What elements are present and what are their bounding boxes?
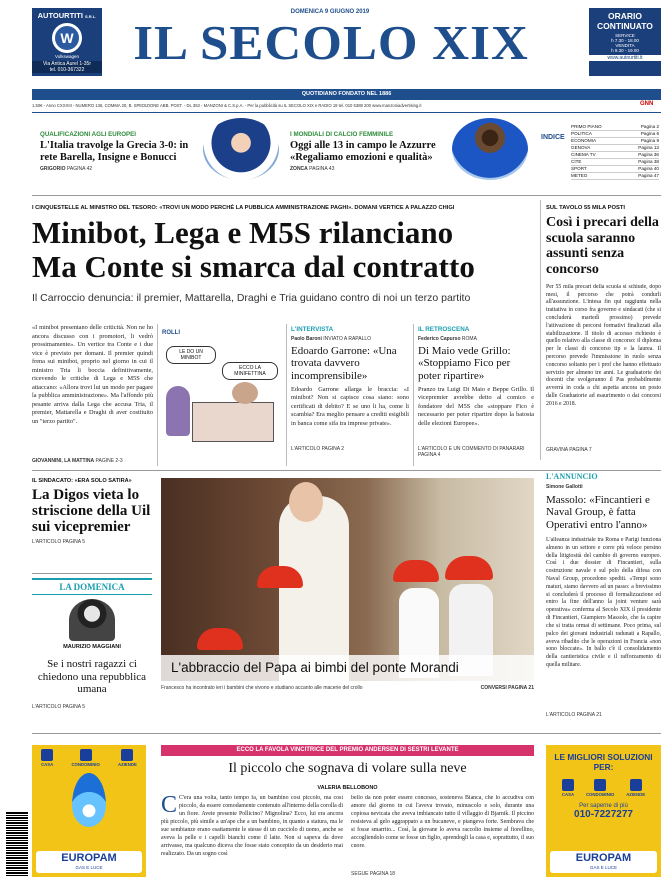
ad-service-label: CONDOMINIO <box>71 762 100 767</box>
index-row[interactable] <box>571 152 659 159</box>
ad-service <box>586 779 614 797</box>
index-page: Pagina 40 <box>638 166 659 171</box>
cartoon-bubble-1: LE DO UN MINIBOT <box>166 346 216 364</box>
retroscena-author: Federico Capurso <box>418 336 461 342</box>
scuola-page: GRAVINA PAGINA 7 <box>546 446 592 453</box>
index-row[interactable] <box>571 138 659 145</box>
building-icon <box>594 779 606 791</box>
retroscena-article[interactable] <box>418 326 534 458</box>
index-section: PRIMO PIANO <box>571 124 602 129</box>
domenica-title: Se i nostri ragazzi ci chiedono una repubblica umana <box>37 658 147 696</box>
ad-sub: Volkswagen <box>54 54 80 59</box>
index-row[interactable] <box>571 131 659 138</box>
retroscena-body: Pranzo tra Luigi Di Maio e Beppe Grillo. Il vicepremier avrebbe detto al comico e fondatore del M5S che «stoppare Fico è necessario per poter ripartire dopo la batosta delle elezioni Europee». <box>418 385 534 427</box>
ad-line3: VENDITA <box>615 43 635 48</box>
teaser-kicker: I MONDIALI DI CALCIO FEMMINILE <box>290 131 394 138</box>
index-row[interactable] <box>571 145 659 152</box>
ad-service <box>71 749 99 767</box>
ad-url: www.autourtiti.it <box>589 55 661 61</box>
teaser-photo-azzurre <box>452 118 528 180</box>
favola-banner: ECCO LA FAVOLA VINCITRICE DEL PREMIO ANDERSEN DI SESTRI LEVANTE <box>161 745 534 756</box>
index-label: INDICE <box>541 134 565 141</box>
ad-service-label: AZIENDE <box>118 762 137 767</box>
building-icon <box>41 749 53 761</box>
teaser-text: Oggi alle 13 in campo le Azzurre «Regaliamo emozioni e qualità» <box>290 140 436 163</box>
ad-line2: h 7.30 - 18.00 <box>611 38 639 43</box>
retroscena-kicker: IL RETROSCENA <box>418 326 470 333</box>
divider <box>32 195 661 196</box>
interview-title: Edoardo Garrone: «Una trovata davvero incomprensibile» <box>291 345 397 382</box>
ad-service-label: AZIENDE <box>626 791 646 797</box>
lead-headline-2[interactable]: Ma Conte si smarca dal contratto <box>32 249 475 284</box>
favola-text-1: C'era una volta, tanto tempo fa, un bambino così piccolo, ma così piccolo, da essere comodamente contenuto all'interno della corolla di un fiore. Avete presente Pollicino? Mignolina? Ecco, lui era ancora più piccolo, più simile a un'ape che a un bambino, in quanto a statura, ma le sue sembianze erano esattamente le stesse di un cucciolo di uomo, anche se aveva la pelle e i capelli bianchi come il latte. Non si sapeva da dove arrivasse, ma qualcuno diceva che fosse stato concepito da un desiderio mai realizzato. Da un sogno così <box>161 795 343 857</box>
digos-title: La Digos vieta lo striscione della Uil sui vicepremier <box>32 487 151 535</box>
index-page: Pagina 6 <box>640 131 659 136</box>
ad-address: Via Antica Aurel 1-35r <box>32 61 102 67</box>
left-header-ad[interactable] <box>32 8 102 76</box>
index-page: Pagina 47 <box>638 173 659 178</box>
divider <box>32 112 661 113</box>
domenica-label: LA DOMENICA <box>32 578 152 595</box>
lead-headline-1[interactable]: Minibot, Lega e M5S rilanciano <box>32 215 454 250</box>
vw-logo-icon: W <box>52 23 82 53</box>
teaser-page: PAGINA 43 <box>309 166 335 173</box>
favola-col-2 <box>351 795 534 869</box>
domenica-column[interactable] <box>32 578 152 710</box>
lead-byline: GIOVANNINI, LA MATTINA <box>32 458 95 464</box>
domenica-page: L'ARTICOLO PAGINA 5 <box>32 703 86 710</box>
building-icon <box>630 779 642 791</box>
ad-left-tag: GAS E LUCE <box>75 865 103 870</box>
ad-right-brand: EUROPAM <box>575 852 632 864</box>
ad-right-call: Per saperne di più <box>579 802 628 809</box>
divider <box>540 200 541 460</box>
divider <box>32 573 152 574</box>
teaser-kicker: QUALIFICAZIONI AGLI EUROPEI <box>40 131 137 138</box>
lead-deck: Il Carroccio denuncia: il premier, Mattarella, Draghi e Tria guidano contro di noi un terzo partito <box>32 292 471 304</box>
photo-credit: CONVERSI PAGINA 21 <box>480 685 534 691</box>
favola-author: VALERIA BELLOBONO <box>317 785 378 791</box>
annuncio-body: L'alleanza industriale tra Roma e Parigi funziona almeno in un settore e corre più veloce persino della litigiosità del cambio di governo europeo. Così i due dossier di Fincantieri, sulla costruzione navale e sul polo della difesa con Naval Group, procedono spediti. «Tempi sono maturi, siamo davvero ad un passo: a brevissimo si concluderà il processo di formalizzazione ed entro la fine dell'anno la joint venture sarà operativa» conferma al Secolo XIX il presidente di Fincantieri, Giampiero Massolo, che fa capire che si tratta ormai di settimane. Poco prima, sul palco dei giovani industriali radunati a Rapallo, aveva ribadito che le operazioni in Francia «non sono bloccate». In ballo c'è il consolidamento della cantieristica civile e il rafforzamento di quella militare. <box>546 536 661 668</box>
barcode <box>6 812 28 876</box>
teaser-text: L'Italia travolge la Grecia 3-0: in rete Barella, Insigne e Bonucci <box>40 140 189 163</box>
interview-kicker: L'INTERVISTA <box>291 326 334 333</box>
lead-overline: I CINQUESTELLE AL MINISTRO DEL TESORO: «TROVI UN MODO PERCHÉ LA PUBBLICA AMMINISTRAZIONE PAGHI». DOMANI VERTICE A PALAZZO CHIGI <box>32 205 455 211</box>
favola-col-1 <box>161 795 343 877</box>
retroscena-page: L'ARTICOLO E UN COMMENTO DI PANARARI PAGINA 4 <box>418 445 525 458</box>
index-page: Pagina 38 <box>638 159 659 164</box>
right-header-ad[interactable] <box>589 8 661 76</box>
ad-right-tag: GAS E LUCE <box>589 865 617 870</box>
index-section: POLITICA <box>571 131 592 136</box>
index-row[interactable] <box>571 166 659 173</box>
index-section: ECONOMIA <box>571 138 597 143</box>
teaser-calcio[interactable] <box>40 131 200 172</box>
interview-page: L'ARTICOLO PAGINA 2 <box>291 445 345 452</box>
lead-body: «I minibot presentano delle criticità. Non ne ho ancora discusso con i promotori, li vedrò prossimamente». Un vertice tra Conte e i due vice è previsto per domani. Il premier quindi frena sui minibot, proprio nel giorno in cui il ministro Tria li boccia definitivamente, ricevendo le critiche di Lega e M5S che attaccano: «Allora trovi lui un modo per pagare la pubblica amministrazione». Ma l'affondo più pesante arriva dalla Lega che accusa Tria, il premier, Mattarella e Draghi di aver costituito un "terzo partito". <box>32 324 153 425</box>
index-row[interactable] <box>571 159 659 166</box>
index-section: GENOVA <box>571 145 591 150</box>
scuola-body: Per 55 mila precari della scuola si schiude, dopo mesi, il percorso che potrà condurli all'assunzione. L'intesa fin qui raggiunta nella trattativa in corso fra governo e sindacati (che si concluderà martedì prossimo) prevede l'attivazione di percorsi formativi finalizzati alla stabilizzazione. Il titolo di accesso richiesto è quello relativo alla classe di concorso: il diploma per le classi di concorso tip e la laurea. Il percorso prevede l'immissione in ruolo senza concorso soltanto per i prof che hanno effettuato servizio per almeno tre anni. Le graduatorie dei docenti che svolgeranno il Pas probabilmente avverrà in coda a chi aspetta ancora un posto dalle Graduatorie ad esaurimento o dai concorsi 2016 e 2018. <box>546 283 661 407</box>
divider <box>157 324 158 466</box>
scuola-article[interactable] <box>546 205 661 453</box>
building-icon <box>80 749 92 761</box>
ad-service <box>626 779 645 797</box>
child-cap-icon <box>197 628 243 650</box>
interview-body: Edoardo Garrone allarga le braccia: «I minibot? Non si capisce cosa siano: sono certificati di debito? E se uno li ha, come li scambia? Era meglio pensare a crediti esigibili in banca come sifa tra imprese private». <box>291 385 409 427</box>
index-section: METEO <box>571 173 588 178</box>
ad-service <box>562 779 574 797</box>
ad-service <box>118 749 137 767</box>
ad-line4: h 9.30 - 19.00 <box>611 48 639 53</box>
teaser-author: GRIGORIO <box>40 166 66 173</box>
child-cap-icon <box>445 556 493 580</box>
scuola-title: Così i precari della scuola saranno assunti senza concorso <box>546 215 659 278</box>
retroscena-where: ROMA <box>461 336 477 342</box>
ad-line1: SERVICE <box>615 33 635 38</box>
ad-service-label: CASA <box>41 762 54 767</box>
index-section: SPORT <box>571 166 587 171</box>
index-box <box>541 124 661 178</box>
index-page: Pagina 2 <box>640 124 659 129</box>
retroscena-title: Di Maio vede Grillo: «Stoppiamo Fico per poter ripartire» <box>418 345 511 382</box>
index-row[interactable] <box>571 173 659 180</box>
annuncio-page: L'ARTICOLO PAGINA 21 <box>546 711 602 718</box>
interview-where: INVIATO A RAPALLO <box>323 336 372 342</box>
ad-title1: ORARIO <box>608 11 642 21</box>
annuncio-kicker: L'ANNUNCIO <box>546 472 598 481</box>
scuola-overline: SUL TAVOLO 55 MILA POSTI <box>546 205 626 211</box>
ad-brand-suffix: S.R.L. <box>85 14 97 19</box>
pope-figure <box>279 496 349 681</box>
cartoon-label: ROLLI <box>162 330 180 336</box>
index-page: Pagina 9 <box>640 138 659 143</box>
index-page: Pagina 36 <box>638 152 659 157</box>
building-icon <box>121 749 133 761</box>
ad-title2: CONTINUATO <box>597 21 653 31</box>
ad-right-phone[interactable]: 010-7227277 <box>574 808 633 820</box>
cartoon-figure-left <box>166 386 190 436</box>
teaser-page: PAGINA 42 <box>66 166 93 173</box>
cartoon-bubble-2: ECCO LA MINIFETTINA <box>222 362 278 380</box>
building-icon <box>562 779 574 791</box>
europam-ad-left[interactable] <box>32 745 146 877</box>
ad-left-brand: EUROPAM <box>61 852 117 864</box>
divider <box>413 324 414 466</box>
pope-photo[interactable] <box>161 478 534 681</box>
index-section: CITE <box>571 159 582 164</box>
digos-overline: IL SINDACATO: «ERA SOLO SATIRA» <box>32 478 132 484</box>
photo-caption: L'abbraccio del Papa ai bimbi del ponte Morandi <box>171 660 459 675</box>
cartoon <box>162 330 282 455</box>
ad-service <box>41 749 53 767</box>
annuncio-title: Massolo: «Fincantieri e Naval Group, è fatta Operativi entro l'anno» <box>546 494 650 531</box>
cartoon-counter <box>192 402 274 442</box>
interview-author: Paolo Baroni <box>291 336 322 342</box>
masthead-title[interactable]: IL SECOLO XIX <box>133 17 529 71</box>
flame-icon <box>72 773 106 827</box>
ad-service-label: CASA <box>561 791 575 797</box>
child-cap-icon <box>393 560 439 582</box>
ad-tel: tel. 010-367322 <box>32 67 102 73</box>
index-page: Pagina 13 <box>638 145 659 150</box>
digos-article[interactable] <box>32 478 152 545</box>
digos-page: L'ARTICOLO PAGINA 5 <box>32 539 86 546</box>
edition-date: DOMENICA 9 GIUGNO 2019 <box>290 9 370 15</box>
index-section: CINEMA TV <box>571 152 596 157</box>
lead-page: PAGINE 2-3 <box>95 458 123 464</box>
author-portrait <box>69 599 115 641</box>
annuncio-author: Simone Gallotti <box>546 484 583 490</box>
gnn-logo: GNN <box>640 101 654 107</box>
interview-article[interactable] <box>291 326 409 452</box>
teaser-author: ZONCA <box>290 166 308 173</box>
divider <box>32 733 661 734</box>
favola-page: SEGUE PAGINA 18 <box>351 871 396 877</box>
divider <box>286 324 287 466</box>
ad-service-label: CONDOMINIO <box>585 791 615 797</box>
teaser-calcio-femminile[interactable] <box>290 131 450 172</box>
europam-ad-right[interactable] <box>546 745 661 877</box>
child-cap-icon <box>257 566 303 588</box>
drop-cap: C <box>161 795 178 818</box>
favola-title[interactable]: Il piccolo che sognava di volare sulla neve <box>228 761 467 776</box>
teaser-photo-calcio <box>203 118 279 180</box>
cartoon-figure-right <box>232 382 258 404</box>
favola-text-2: bello da non poter essere concesso, sosteneva Bianca, che lo accudiva con amore dal giorno in cui l'aveva trovato, minuscolo e solo, durante una copiosa nevicata che aveva imbiancato tutto il villaggio di Bjarnik. Il piccino resisteva al gelo aggrappato a un bucaneve, e piangeva forte. Sembrava che si fosse smarrito... Così, la giovane lo aveva raccolto insieme al fiorellino, accogliendolo come se fosse un figlio, aprendogli la casa e, soprattutto, il suo cuore. <box>351 795 534 849</box>
photo-subcaption: Francesco ha incontrato ieri i bambini che vivono e studiano accanto alle macerie del crollo <box>161 685 363 691</box>
subtitle-bar: QUOTIDIANO FONDATO NEL 1886 <box>32 89 661 100</box>
ad-right-title: LE MIGLIORI SOLUZIONI PER: <box>554 752 653 772</box>
ad-brand: AUTOURTITI <box>37 11 83 20</box>
info-line: 1,50€ - Anno CXXXIII - NUMERO 136, COMMA 20, B. SPEDIZIONE ABB. POST. - DL 353 - MANZONI & C.S.p.A. - Per la pubblicità su IL SECOLO XIX e RADIO 19 tel. 010 5388 200 www.manzoniadvertising.it <box>32 103 422 108</box>
pope-head <box>289 482 323 522</box>
index-row[interactable] <box>571 124 659 131</box>
annuncio-article[interactable] <box>546 470 661 718</box>
domenica-author: MAURIZIO MAGGIANI <box>63 644 121 650</box>
